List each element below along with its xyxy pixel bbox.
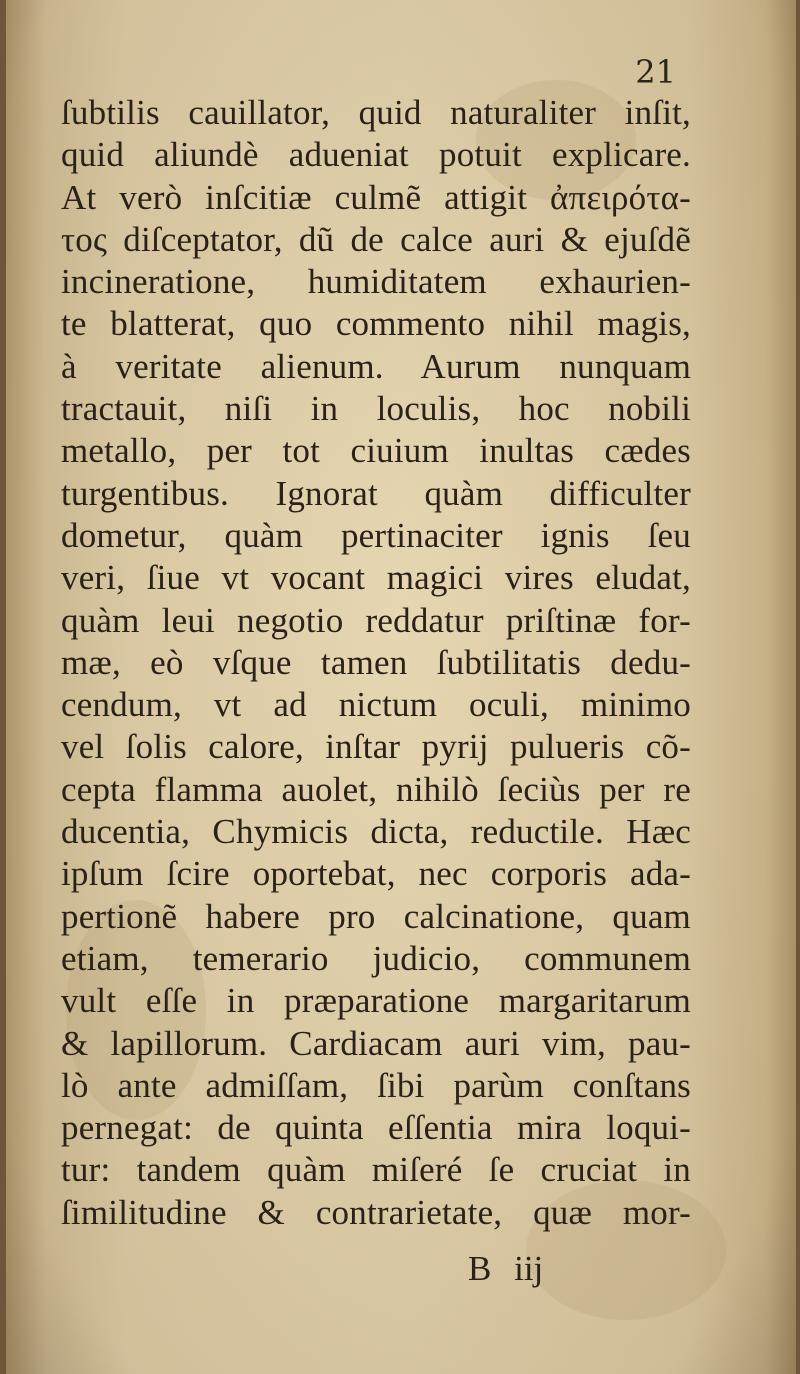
text-line: ipſum ſcire oportebat, nec corporis ada- [61, 854, 691, 894]
page-number: 21 [635, 53, 676, 91]
text-line: ſimilitudine & contrarietate, quæ mor- [61, 1192, 691, 1232]
text-line: etiam, temerario judicio, communem [61, 938, 691, 978]
text-line: pertionẽ habere pro calcinatione, quam [61, 896, 691, 936]
text-line: tractauit, niſi in loculis, hoc nobili [61, 389, 691, 429]
signature-mark: B iij [468, 1249, 544, 1288]
text-line: cendum, vt ad nictum oculi, minimo [61, 685, 691, 725]
text-line: & lapillorum. Cardiacam auri vim, pau- [61, 1023, 691, 1063]
text-line: incineratione, humiditatem exhaurien- [61, 262, 691, 302]
text-line: dometur, quàm pertinaciter ignis ſeu [61, 515, 691, 555]
text-line: cepta flamma auolet, nihilò ſeciùs per re [61, 769, 691, 809]
body-text [61, 92, 691, 1234]
text-line: mæ, eò vſque tamen ſubtilitatis dedu- [61, 642, 691, 682]
text-line: te blatterat, quo commento nihil magis, [61, 304, 691, 344]
text-line: tur: tandem quàm miſeré ſe cruciat in [61, 1150, 691, 1190]
text-line: vult eſſe in præparatione margaritarum [61, 981, 691, 1021]
text-line: à veritate alienum. Aurum nunquam [61, 346, 691, 386]
text-line: ſubtilis cauillator, quid naturaliter inſit, [61, 93, 691, 132]
text-line: ducentia, Chymicis dicta, reductile. Hæc [61, 812, 691, 852]
text-line: pernegat: de quinta eſſentia mira loqui- [61, 1108, 691, 1148]
text-line: lò ante admiſſam, ſibi parùm conſtans [61, 1065, 691, 1105]
text-line: vel ſolis calore, inſtar pyrij pulueris cõ- [61, 727, 691, 767]
text-line: metallo, per tot ciuium inultas cædes [61, 431, 691, 471]
text-line: quàm leui negotio reddatur priſtinæ for- [61, 600, 691, 640]
text-line: quid aliundè adueniat potuit explicare. [61, 135, 691, 175]
text-line: turgentibus. Ignorat quàm difficulter [61, 473, 691, 513]
text-line: τος diſceptator, dũ de calce auri & ejuſdẽ [61, 219, 691, 259]
text-line: At verò inſcitiæ culmẽ attigit ἀπειρότα- [61, 177, 691, 217]
text-line: veri, ſiue vt vocant magici vires eludat, [61, 558, 691, 598]
